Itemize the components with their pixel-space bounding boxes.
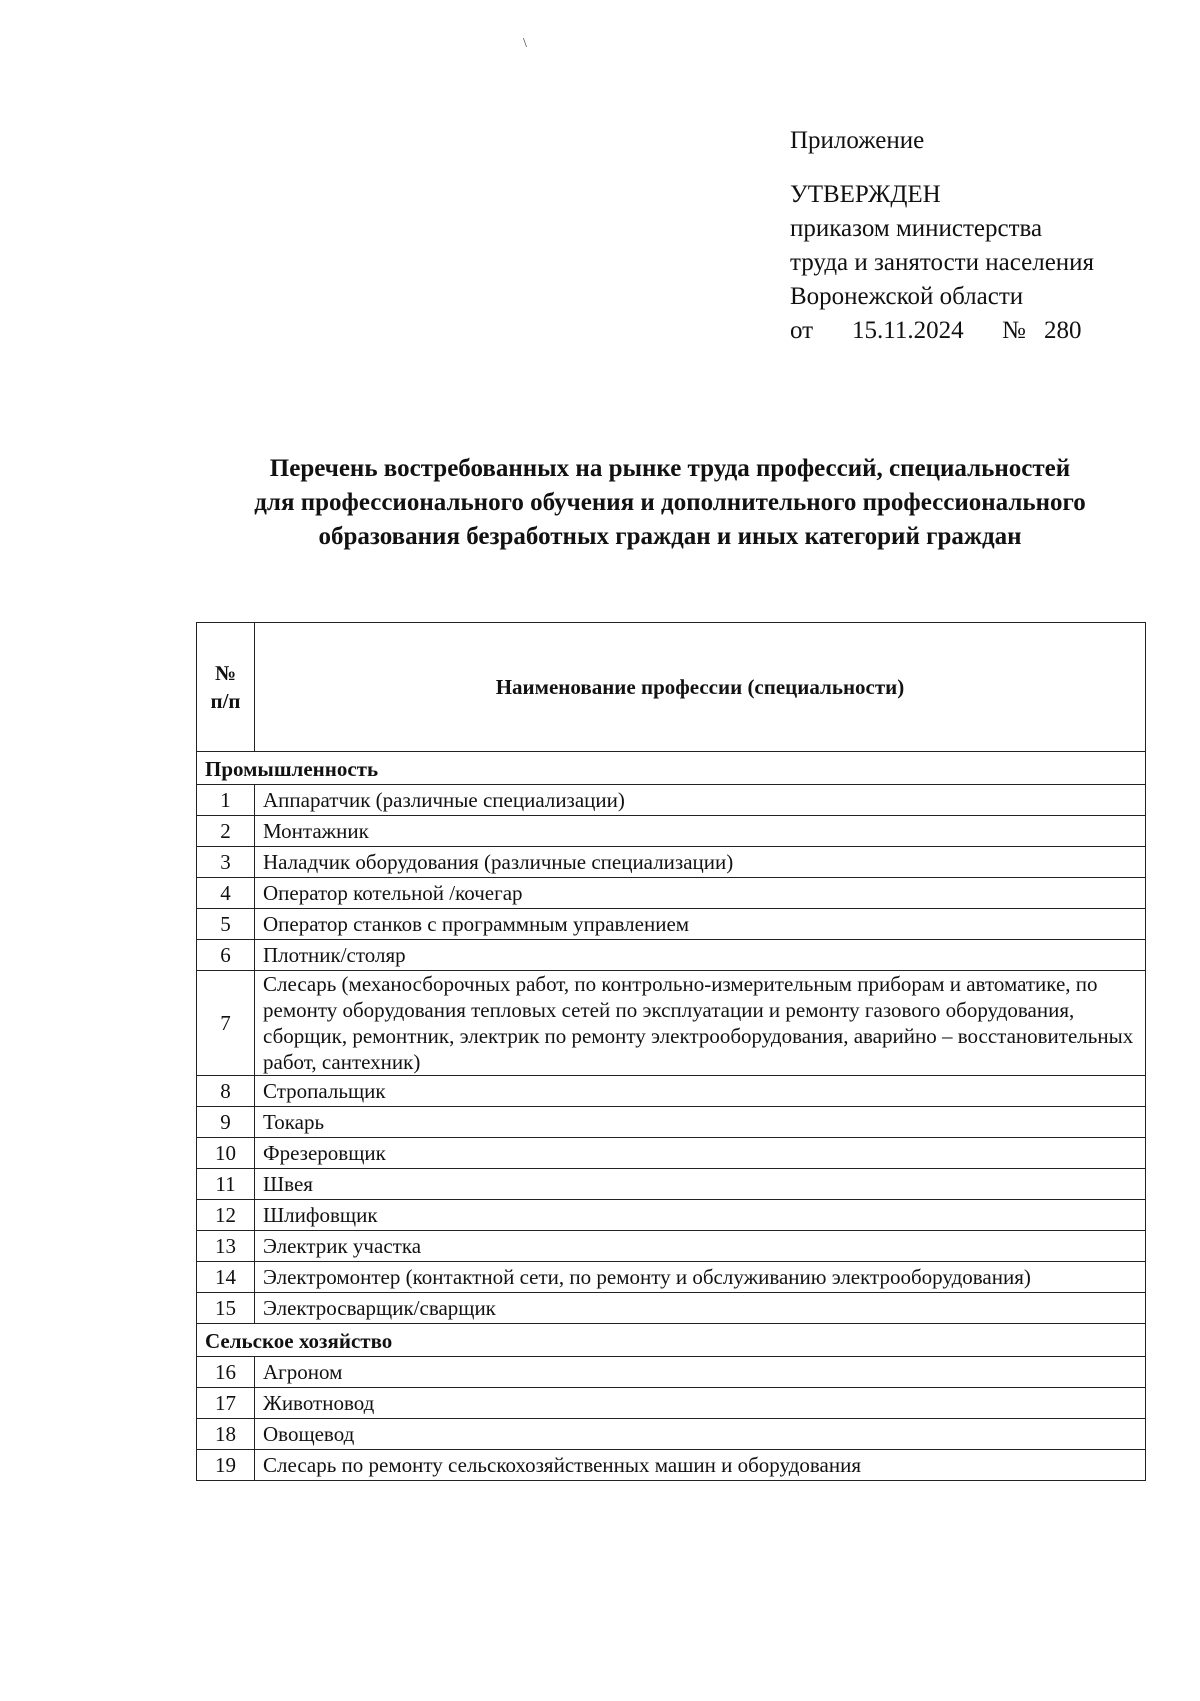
row-number: 18 (197, 1419, 255, 1450)
table-row (197, 1450, 1146, 1481)
title-line-3: образования безработных граждан и иных категорий граждан (318, 523, 1022, 550)
row-number: 15 (197, 1293, 255, 1324)
profession-name: Электромонтер (контактной сети, по ремонту и обслуживанию электрооборудования) (255, 1262, 1146, 1293)
table-row (197, 1076, 1146, 1107)
table-row (197, 785, 1146, 816)
profession-name: Фрезеровщик (255, 1138, 1146, 1169)
profession-name: Электрик участка (255, 1231, 1146, 1262)
professions-table (196, 622, 1146, 1481)
row-number: 6 (197, 940, 255, 971)
profession-name: Швея (255, 1169, 1146, 1200)
profession-name: Слесарь (механосборочных работ, по контрольно-измерительным приборам и автоматике, по ремонту оборудования тепловых сетей по эксплуатации и ремонту газового оборудования, сборщик, ремонтник, электрик по ремонту электрооборудования, аварийно – восстановительных работ, сантехник) (255, 971, 1146, 1076)
table-row (197, 1357, 1146, 1388)
row-number: 5 (197, 909, 255, 940)
row-number: 19 (197, 1450, 255, 1481)
table-row (197, 878, 1146, 909)
title-line-2: для профессионального обучения и дополнительного профессионального (254, 489, 1086, 516)
approval-line-3: Воронежской области (790, 283, 1024, 310)
approval-line-1: приказом министерства (790, 215, 1043, 242)
profession-name: Стропальщик (255, 1076, 1146, 1107)
row-number: 4 (197, 878, 255, 909)
column-header-name: Наименование профессии (специальности) (255, 623, 1146, 752)
order-date-line (790, 314, 1094, 348)
table-row (197, 971, 1146, 1076)
profession-name: Оператор котельной /кочегар (255, 878, 1146, 909)
row-number: 10 (197, 1138, 255, 1169)
title-line-1: Перечень востребованных на рынке труда профессий, специальностей (269, 455, 1071, 482)
row-number: 2 (197, 816, 255, 847)
profession-name: Слесарь по ремонту сельскохозяйственных машин и оборудования (255, 1450, 1146, 1481)
table-row (197, 816, 1146, 847)
section-title: Промышленность (197, 752, 1146, 785)
table-row (197, 847, 1146, 878)
row-number: 12 (197, 1200, 255, 1231)
section-title: Сельское хозяйство (197, 1324, 1146, 1357)
profession-name: Шлифовщик (255, 1200, 1146, 1231)
scan-mark: \ (523, 36, 527, 51)
table-row (197, 1419, 1146, 1450)
column-header-number (197, 623, 255, 752)
profession-name: Оператор станков с программным управлением (255, 909, 1146, 940)
profession-name: Плотник/столяр (255, 940, 1146, 971)
table-row (197, 940, 1146, 971)
profession-name: Овощевод (255, 1419, 1146, 1450)
row-number: 7 (197, 971, 255, 1076)
row-number: 1 (197, 785, 255, 816)
date-prefix: от (790, 317, 814, 344)
profession-name: Электросварщик/сварщик (255, 1293, 1146, 1324)
row-number: 17 (197, 1388, 255, 1419)
appendix-label: Приложение (790, 127, 925, 154)
profession-name: Токарь (255, 1107, 1146, 1138)
table-header-row (197, 623, 1146, 752)
approval-stamp-block (790, 124, 1094, 348)
row-number: 14 (197, 1262, 255, 1293)
row-number: 9 (197, 1107, 255, 1138)
row-number: 8 (197, 1076, 255, 1107)
row-number: 13 (197, 1231, 255, 1262)
profession-name: Животновод (255, 1388, 1146, 1419)
section-row (197, 1324, 1146, 1357)
table-row (197, 1293, 1146, 1324)
table-row (197, 1262, 1146, 1293)
professions-table-wrapper (196, 622, 1145, 1481)
table-row (197, 1169, 1146, 1200)
table-row (197, 1138, 1146, 1169)
approved-label: УТВЕРЖДЕН (790, 181, 941, 208)
approval-line-2: труда и занятости населения (790, 249, 1095, 276)
order-date: 15.11.2024 (852, 317, 964, 344)
profession-name: Аппаратчик (различные специализации) (255, 785, 1146, 816)
table-row (197, 909, 1146, 940)
document-title (150, 452, 1190, 554)
section-row (197, 752, 1146, 785)
row-number: 16 (197, 1357, 255, 1388)
order-number: 280 (1044, 317, 1082, 344)
profession-name: Агроном (255, 1357, 1146, 1388)
table-row (197, 1231, 1146, 1262)
profession-name: Монтажник (255, 816, 1146, 847)
number-sign: № (1002, 317, 1026, 344)
row-number: 11 (197, 1169, 255, 1200)
column-header-number-line2: п/п (210, 689, 241, 713)
table-row (197, 1388, 1146, 1419)
table-row (197, 1200, 1146, 1231)
profession-name: Наладчик оборудования (различные специализации) (255, 847, 1146, 878)
table-row (197, 1107, 1146, 1138)
table-body (197, 752, 1146, 1481)
column-header-number-line1: № (214, 661, 237, 685)
row-number: 3 (197, 847, 255, 878)
